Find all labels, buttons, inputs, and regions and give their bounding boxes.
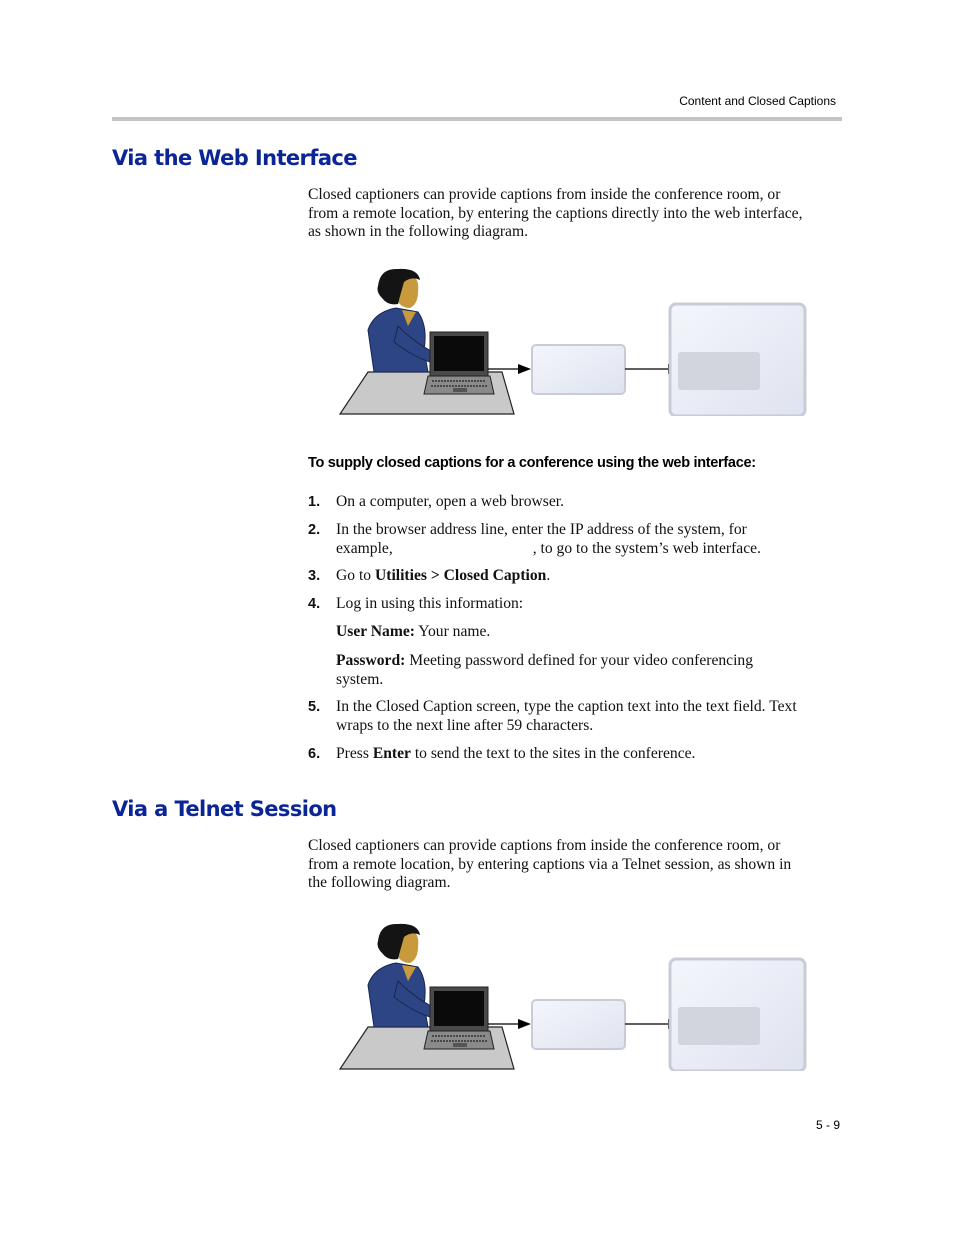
procedure-step-5 [308,698,848,735]
procedure-step-3 [308,567,848,586]
step-number: 3. [308,568,321,584]
web-interface-box [532,345,625,394]
menu-path: Utilities > Closed Caption [374,567,547,584]
step-text-line: In the Closed Caption screen, type the caption text into the text field. Text [336,698,797,715]
procedure-step-4 [308,595,848,614]
telnet-intro-line: the following diagram. [308,874,451,892]
step-text: Go to Utilities > Closed Caption. [336,567,551,584]
telnet-intro-line: from a remote location, by entering captions via a Telnet session, as shown in [308,855,792,873]
section-heading-web: Via the Web Interface [112,146,357,170]
telnet-caption-diagram [338,921,808,1071]
procedure-step-1 [308,493,848,512]
user-name-label: User Name: [336,623,415,640]
key-name: Enter [372,745,411,762]
web-intro-line: Closed captioners can provide captions from inside the conference room, or [308,186,781,203]
telnet-intro-paragraph [308,837,848,893]
step-text: Press Enter to send the text to the sites in the conference. [336,745,696,762]
step-number: 5. [308,699,321,715]
web-caption-diagram [338,266,808,416]
step-number: 2. [308,522,321,538]
login-password [336,652,846,689]
web-intro-line: from a remote location, by entering the captions directly into the web interface, [308,204,803,222]
section-heading-telnet: Via a Telnet Session [112,797,337,821]
page-number: 5 - 9 [815,1118,840,1132]
laptop-screen [434,991,484,1026]
running-header: Content and Closed Captions [679,94,836,108]
step-text [336,698,848,735]
step-text: On a computer, open a web browser. [336,493,565,510]
arrow-head-1 [518,364,531,374]
web-intro-paragraph [308,186,848,242]
step-number: 4. [308,596,321,612]
login-user-name [336,623,846,642]
step-text-line: , to go to the system’s web interface. [532,539,761,557]
procedure-title: To supply closed captions for a conference using the web interface: [308,455,756,471]
user-name-value: Your name. [414,623,491,640]
web-intro-line: as shown in the following diagram. [308,223,529,241]
step-text [336,521,848,558]
laptop-screen [434,336,484,371]
password-value: Meeting password defined for your video conferencing [405,652,754,669]
step-text-line: example, [336,539,393,557]
caption-display-area [678,1007,760,1045]
step-number: 6. [308,746,321,762]
procedure-step-2 [308,521,848,558]
header-rule [112,117,842,121]
step-text-line: wraps to the next line after 59 characters. [336,716,594,734]
step-number: 1. [308,494,321,510]
step-text-line: In the browser address line, enter the IP address of the system, for [336,521,747,538]
caption-display-area [678,352,760,390]
procedure-step-6 [308,745,848,764]
step-text: Log in using this information: [336,595,524,612]
telnet-intro-line: Closed captioners can provide captions from inside the conference room, or [308,837,781,854]
password-label: Password: [336,652,406,669]
telnet-session-box [532,1000,625,1049]
arrow-head-1 [518,1019,531,1029]
laptop-illustration [424,987,494,1049]
laptop-illustration [424,332,494,394]
password-value-cont: system. [336,670,384,688]
